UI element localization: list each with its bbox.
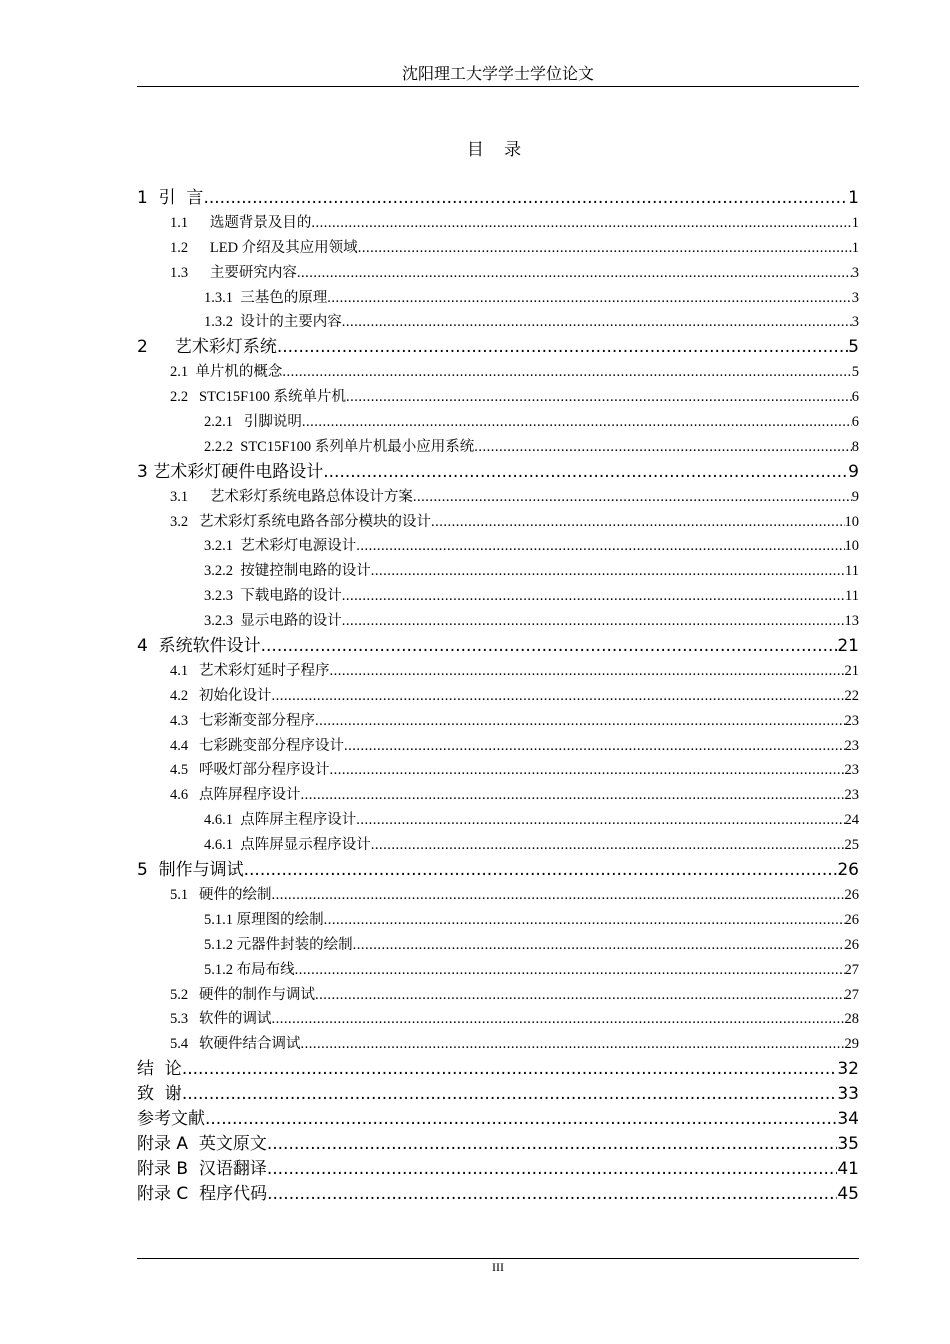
toc-dot-leader (205, 1107, 837, 1132)
toc-entry-number: 4.1 (170, 662, 199, 679)
toc-dot-leader (324, 908, 845, 933)
toc-entry-title: 主要研究内容 (209, 264, 297, 281)
toc-dot-leader (330, 659, 845, 684)
toc-entry[interactable] (137, 758, 859, 783)
toc-dot-leader (182, 1082, 838, 1107)
toc-entry-page: 10 (844, 513, 859, 530)
toc-entry-number: 4.6.1 (204, 837, 241, 854)
toc-entry-title: 艺术彩灯系统电路各部分模块的设计 (199, 513, 431, 530)
toc-entry-page: 29 (844, 1036, 859, 1053)
toc-entry[interactable] (137, 709, 859, 734)
toc-entry-number: 3.1 (170, 488, 210, 505)
toc-entry-number: 5.1.2 (204, 936, 237, 953)
toc-entry-page: 32 (837, 1059, 859, 1080)
toc-entry-page: 22 (844, 687, 859, 704)
toc-entry-title: 点阵屏主程序设计 (240, 812, 357, 829)
toc-dot-leader (295, 958, 845, 983)
toc-entry[interactable] (137, 460, 859, 485)
toc-entry-number: 4.6.1 (204, 812, 241, 829)
toc-entry[interactable] (137, 933, 859, 958)
toc-entry-title: 点阵屏程序设计 (199, 787, 301, 804)
toc-entry[interactable] (137, 584, 859, 609)
toc-entry-title: 硬件的绘制 (199, 886, 272, 903)
toc-entry-title: 选题背景及目的 (209, 214, 312, 231)
toc-dot-leader (371, 833, 845, 858)
toc-dot-leader (342, 310, 852, 335)
toc-entry-number: 5.1.2 (204, 961, 237, 978)
toc-entry-page: 23 (844, 762, 859, 779)
toc-dot-leader (342, 609, 845, 634)
toc-entry-title: 按键控制电路的设计 (240, 563, 371, 580)
toc-entry-page: 10 (844, 538, 859, 555)
toc-entry-title: 艺术彩灯电源设计 (240, 538, 357, 555)
toc-entry[interactable] (137, 310, 859, 335)
toc-dot-leader (346, 385, 852, 410)
toc-entry[interactable] (137, 684, 859, 709)
toc-entry-number: 1.3 (170, 264, 210, 281)
toc-entry-page: 26 (844, 886, 859, 903)
toc-entry-page: 26 (844, 911, 859, 928)
toc-entry-page: 23 (844, 737, 859, 754)
toc-entry[interactable] (137, 908, 859, 933)
toc-entry-title: 引脚说明 (243, 414, 302, 431)
toc-entry[interactable] (137, 1082, 859, 1107)
toc-entry-page: 33 (837, 1084, 859, 1105)
toc-entry-number: 5.1 (170, 886, 199, 903)
toc-entry-page: 41 (837, 1158, 859, 1179)
toc-dot-leader (272, 1007, 845, 1032)
toc-entry[interactable] (137, 360, 859, 385)
toc-dot-leader (267, 1157, 837, 1182)
footer-rule (137, 1258, 859, 1259)
toc-entry[interactable] (137, 534, 859, 559)
toc-entry-title: 附录 B 汉语翻译 (137, 1158, 267, 1179)
toc-entry[interactable] (137, 335, 859, 360)
toc-entry-page: 26 (844, 936, 859, 953)
toc-entry-number: 1 (137, 188, 159, 208)
toc-entry-number: 1.2 (170, 239, 210, 256)
toc-entry-page: 27 (844, 961, 859, 978)
toc-entry-title: 原理图的绘制 (236, 911, 324, 928)
toc-dot-leader (297, 261, 852, 286)
toc-dot-leader (267, 1132, 838, 1157)
toc-entry-number: 1.3.2 (204, 314, 241, 331)
toc-entry[interactable] (137, 485, 859, 510)
toc-entry-page: 9 (851, 488, 859, 505)
toc-entry[interactable] (137, 559, 859, 584)
toc-entry[interactable] (137, 883, 859, 908)
toc-entry-title: 致 谢 (137, 1084, 182, 1105)
toc-entry-number: 4.4 (170, 737, 199, 754)
toc-entry-title: LED 介绍及其应用领域 (209, 239, 358, 256)
toc-entry-title: 系统软件设计 (158, 636, 261, 657)
toc-entry-title: 艺术彩灯延时子程序 (199, 662, 330, 679)
toc-entry-page: 3 (851, 314, 859, 331)
toc-dot-leader (261, 634, 838, 659)
toc-entry-title: 艺术彩灯系统电路总体设计方案 (209, 488, 413, 505)
toc-entry-page: 35 (837, 1133, 859, 1154)
toc-entry-number: 4.6 (170, 787, 199, 804)
toc-dot-leader (344, 734, 845, 759)
toc-entry-title: 引 言 (158, 188, 204, 208)
toc-dot-leader (272, 684, 845, 709)
toc-entry-page: 11 (845, 563, 859, 580)
toc-entry-page: 26 (837, 860, 859, 881)
toc-entry-title: 呼吸灯部分程序设计 (199, 762, 330, 779)
toc-entry-number: 5.1.1 (204, 911, 237, 928)
toc-dot-leader (182, 1057, 838, 1082)
toc-entry-number: 3.2.2 (204, 563, 241, 580)
toc-entry-page: 6 (851, 414, 859, 431)
toc-dot-leader (358, 236, 852, 261)
toc-entry-page: 45 (837, 1183, 859, 1204)
toc-entry-number: 4.2 (170, 687, 199, 704)
toc-entry[interactable] (137, 833, 859, 858)
toc-entry[interactable] (137, 609, 859, 634)
toc-entry-title: 设计的主要内容 (240, 314, 342, 331)
toc-entry-page: 23 (844, 787, 859, 804)
toc-entry[interactable] (137, 385, 859, 410)
toc-entry-number: 4 (137, 636, 159, 657)
toc-entry-number: 2.2 (170, 389, 199, 406)
toc-dot-leader (315, 983, 845, 1008)
toc-entry-page: 6 (851, 389, 859, 406)
toc-dot-leader (356, 534, 844, 559)
toc-entry[interactable] (137, 410, 859, 435)
toc-entry[interactable] (137, 211, 859, 236)
toc-dot-leader (413, 485, 852, 510)
page-number: III (492, 1260, 504, 1274)
toc-entry[interactable] (137, 1132, 859, 1157)
toc-entry-page: 1 (851, 239, 859, 256)
toc-entry-title: 单片机的概念 (195, 364, 283, 381)
toc-entry[interactable] (137, 261, 859, 286)
toc-entry-title: 结 论 (137, 1059, 182, 1080)
toc-entry-page: 3 (851, 289, 859, 306)
toc-entry-page: 13 (844, 613, 859, 630)
toc-entry[interactable] (137, 808, 859, 833)
toc-dot-leader (431, 510, 845, 535)
toc-entry[interactable] (137, 186, 859, 211)
toc-entry-page: 11 (845, 588, 859, 605)
toc-entry-title: 附录 C 程序代码 (137, 1183, 268, 1204)
toc-dot-leader (282, 360, 851, 385)
toc-dot-leader (315, 709, 845, 734)
toc-entry-title: 初始化设计 (199, 687, 272, 704)
toc-entry[interactable] (137, 983, 859, 1008)
toc-entry-number: 5.4 (170, 1036, 199, 1053)
toc-dot-leader (323, 460, 848, 485)
toc-title: 目 录 (466, 140, 530, 159)
toc-entry-title: 七彩渐变部分程序 (199, 712, 315, 729)
toc-dot-leader (356, 808, 844, 833)
toc-dot-leader (311, 211, 851, 236)
toc-dot-leader (203, 186, 848, 211)
toc-entry-title: 元器件封装的绘制 (236, 936, 353, 953)
toc-dot-leader (371, 559, 845, 584)
toc-dot-leader (342, 584, 845, 609)
toc-entry[interactable] (137, 236, 859, 261)
toc-entry-number: 2 (137, 337, 175, 358)
toc-dot-leader (353, 933, 845, 958)
toc-entry-title: 三基色的原理 (240, 289, 328, 306)
toc-dot-leader (272, 883, 845, 908)
toc-entry-number: 3 (137, 461, 154, 482)
toc-dot-leader (302, 410, 852, 435)
toc-entry-page: 21 (844, 662, 859, 679)
toc-dot-leader (267, 1182, 837, 1207)
toc-entry-page: 5 (848, 337, 859, 358)
toc-entry[interactable] (137, 958, 859, 983)
toc-entry[interactable] (137, 734, 859, 759)
toc-entry[interactable] (137, 435, 859, 460)
toc-entry-title: 艺术彩灯系统 (174, 337, 277, 358)
toc-entry-number: 5.3 (170, 1011, 199, 1028)
toc-entry[interactable] (137, 286, 859, 311)
toc-entry-number: 5 (137, 860, 159, 881)
toc-entry-number: 3.2.3 (204, 588, 241, 605)
toc-entry-number: 3.2 (170, 513, 199, 530)
toc-entry[interactable] (137, 1107, 859, 1132)
toc-dot-leader (301, 1032, 845, 1057)
toc-entry[interactable] (137, 1032, 859, 1057)
toc-entry-number: 3.2.1 (204, 538, 241, 555)
toc-entry-number: 2.2.2 (204, 438, 241, 455)
toc-entry-page: 21 (837, 636, 859, 657)
toc-entry-number: 4.3 (170, 712, 199, 729)
toc-entry[interactable] (137, 634, 859, 659)
toc-entry-page: 5 (851, 364, 859, 381)
toc-entry-title: STC15F100 系列单片机最小应用系统 (240, 438, 475, 455)
toc-dot-leader (330, 758, 845, 783)
toc-entry[interactable] (137, 858, 859, 883)
toc-dot-leader (474, 435, 851, 460)
toc-dot-leader (244, 858, 838, 883)
toc-entry-title: STC15F100 系统单片机 (199, 389, 347, 406)
toc-entry[interactable] (137, 1182, 859, 1207)
toc-entry-number: 5.2 (170, 986, 199, 1003)
toc-entry-number: 1.3.1 (204, 289, 241, 306)
toc-entry-page: 8 (851, 438, 859, 455)
toc-entry-title: 布局布线 (236, 961, 295, 978)
toc-entry[interactable] (137, 1057, 859, 1082)
toc-entry[interactable] (137, 1157, 859, 1182)
toc-entry-number: 3.2.3 (204, 613, 241, 630)
toc-entry-page: 9 (848, 461, 859, 482)
toc-entry[interactable] (137, 659, 859, 684)
toc-dot-leader (277, 335, 848, 360)
running-header: 沈阳理工大学学士学位论文 (401, 66, 594, 83)
toc-dot-leader (301, 783, 845, 808)
toc-entry-page: 25 (844, 837, 859, 854)
toc-entry-title: 硬件的制作与调试 (199, 986, 315, 1003)
toc-entry-page: 24 (844, 812, 859, 829)
toc-entry-title: 七彩跳变部分程序设计 (199, 737, 344, 754)
toc-entry[interactable] (137, 783, 859, 808)
toc-entry-title: 附录 A 英文原文 (137, 1133, 267, 1154)
toc-entry-title: 艺术彩灯硬件电路设计 (153, 461, 324, 482)
toc-entry-title: 点阵屏显示程序设计 (240, 837, 371, 854)
toc-entry-number: 2.2.1 (204, 414, 244, 431)
toc-entry-page: 1 (848, 188, 859, 208)
toc-entry[interactable] (137, 1007, 859, 1032)
toc-entry-page: 34 (837, 1108, 859, 1129)
toc-entry-page: 27 (844, 986, 859, 1003)
toc-entry-page: 23 (844, 712, 859, 729)
toc-entry-number: 2.1 (170, 364, 196, 381)
toc-entry-number: 4.5 (170, 762, 199, 779)
toc-entry-title: 显示电路的设计 (240, 613, 342, 630)
toc-entry-number: 1.1 (170, 214, 210, 231)
toc-entry-title: 软硬件结合调试 (199, 1036, 301, 1053)
toc-entry-title: 制作与调试 (158, 860, 244, 881)
toc-entry[interactable] (137, 510, 859, 535)
toc-entry-title: 软件的调试 (199, 1011, 272, 1028)
table-of-contents (137, 186, 859, 1207)
toc-entry-page: 1 (851, 214, 859, 231)
toc-entry-page: 3 (851, 264, 859, 281)
toc-entry-title: 下载电路的设计 (240, 588, 342, 605)
toc-entry-page: 28 (844, 1011, 859, 1028)
header-rule (137, 86, 859, 87)
toc-dot-leader (327, 286, 852, 311)
toc-entry-title: 参考文献 (137, 1108, 205, 1129)
